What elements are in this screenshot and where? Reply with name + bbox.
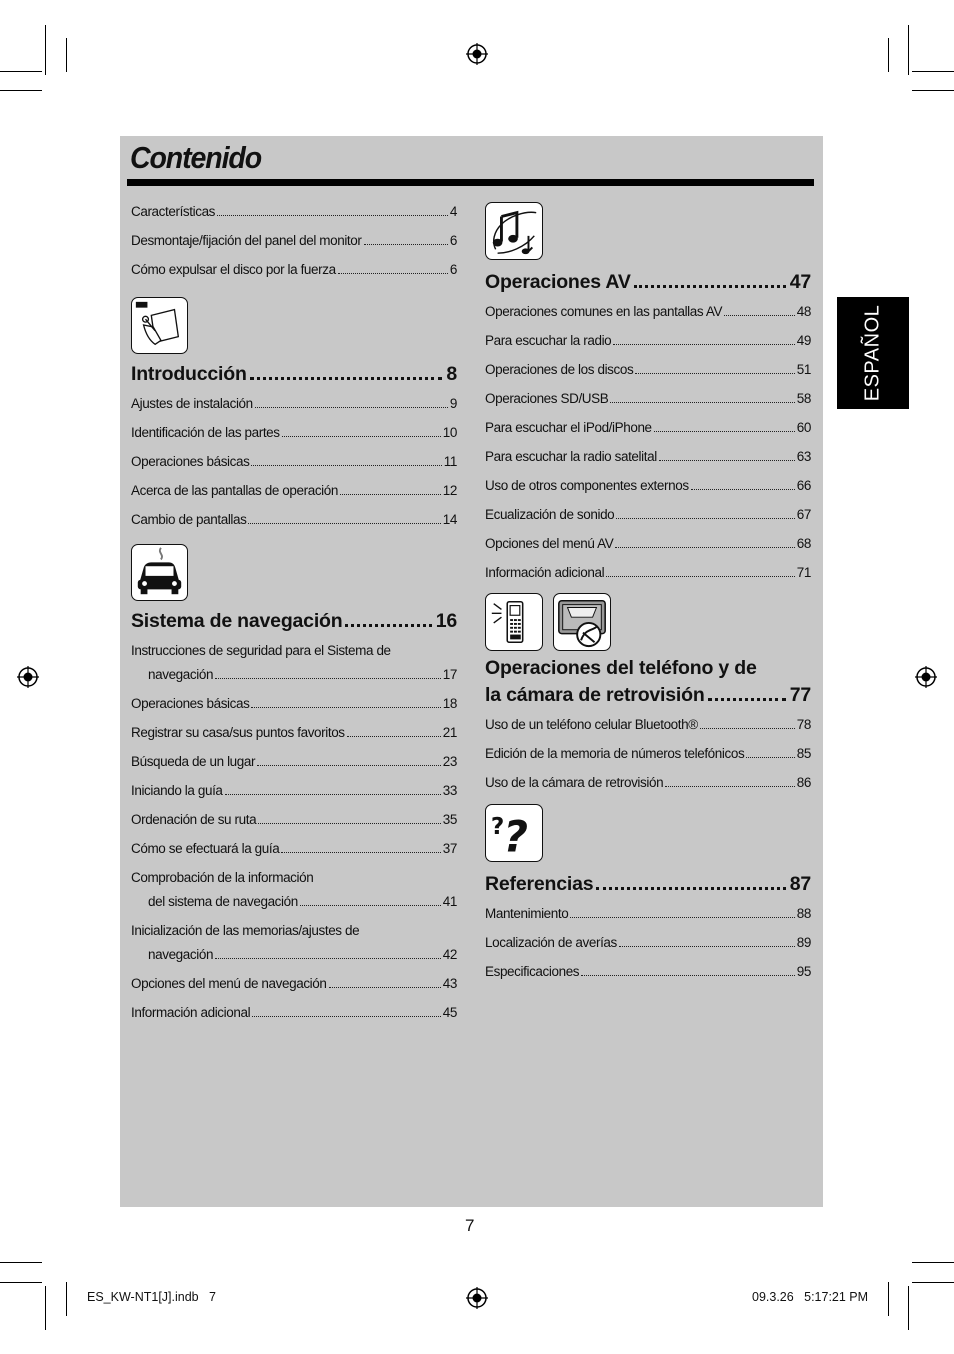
dot-leader — [215, 678, 441, 679]
toc-page-number: 51 — [796, 362, 811, 377]
page-title: Contenido — [130, 140, 262, 175]
dot-leader — [615, 547, 794, 548]
toc-entry[interactable] — [131, 837, 457, 866]
toc-page-number: 12 — [442, 483, 457, 498]
dot-leader — [570, 917, 794, 918]
toc-entry-label: Cómo expulsar el disco por la fuerza — [131, 262, 336, 277]
dot-leader — [347, 736, 441, 737]
toc-entry[interactable] — [131, 1001, 457, 1030]
toc-entry[interactable] — [485, 445, 811, 474]
toc-page-number: 48 — [796, 304, 811, 319]
section-title: Operaciones del teléfono y de — [485, 657, 757, 679]
toc-entry-label-continued: navegación — [148, 667, 214, 682]
toc-entry-label: Comprobación de la información — [131, 870, 314, 885]
dot-leader — [616, 518, 794, 519]
toc-left-column — [131, 200, 457, 1030]
toc-entry[interactable] — [485, 771, 811, 800]
toc-entry-label: Ajustes de instalación — [131, 396, 253, 411]
section-heading-introduccion[interactable] — [131, 361, 457, 388]
toc-entry[interactable] — [485, 503, 811, 532]
svg-text:?: ? — [503, 813, 529, 861]
toc-entry[interactable] — [131, 392, 457, 421]
crop-mark — [45, 1286, 46, 1330]
svg-text:?: ? — [490, 812, 505, 840]
dot-leader — [282, 436, 441, 437]
toc-entry-label: Uso de la cámara de retrovisión — [485, 775, 664, 790]
dot-leader — [248, 523, 440, 524]
toc-entry[interactable] — [485, 358, 811, 387]
registration-mark-icon — [915, 666, 937, 688]
section-title-continued: la cámara de retrovisión — [485, 684, 705, 706]
toc-entry[interactable] — [131, 508, 457, 537]
toc-page-number: 10 — [442, 425, 457, 440]
section-heading-referencias[interactable] — [485, 871, 811, 898]
toc-entry-label: Registrar su casa/sus puntos favoritos — [131, 725, 345, 740]
toc-entry[interactable] — [485, 931, 811, 960]
crop-mark — [0, 90, 42, 91]
dot-leader — [708, 698, 786, 701]
dot-leader — [217, 215, 448, 216]
toc-page-number: 85 — [796, 746, 811, 761]
dot-leader — [700, 728, 795, 729]
crop-mark — [45, 25, 46, 75]
crop-mark — [908, 1286, 909, 1330]
toc-entry-label: Desmontaje/fijación del panel del monitor — [131, 233, 362, 248]
dot-leader — [665, 786, 795, 787]
toc-page-number: 78 — [796, 717, 811, 732]
toc-entry-label: Búsqueda de un lugar — [131, 754, 256, 769]
toc-entry-label: Operaciones básicas — [131, 696, 250, 711]
toc-entry[interactable] — [485, 474, 811, 503]
toc-page-number: 88 — [796, 906, 811, 921]
crop-mark — [908, 25, 909, 75]
toc-page-number: 21 — [442, 725, 457, 740]
toc-entry-label: Cambio de pantallas — [131, 512, 247, 527]
registration-mark-icon — [466, 43, 488, 65]
language-tab — [837, 297, 909, 409]
toc-page-number: 89 — [796, 935, 811, 950]
toc-page-number: 45 — [442, 1005, 457, 1020]
toc-page-number: 60 — [796, 420, 811, 435]
toc-page-number: 11 — [443, 454, 457, 469]
toc-entry-label: Uso de un teléfono celular Bluetooth® — [485, 717, 698, 732]
toc-entry-label: Operaciones comunes en las pantallas AV — [485, 304, 723, 319]
dot-leader — [258, 823, 441, 824]
toc-entry[interactable] — [485, 387, 811, 416]
toc-entry[interactable] — [131, 808, 457, 837]
toc-entry-label: Ordenación de su ruta — [131, 812, 257, 827]
toc-entry[interactable] — [131, 200, 457, 229]
registration-mark-icon — [466, 1287, 488, 1309]
phone-camera-icons — [485, 593, 811, 651]
section-title: Operaciones AV — [485, 271, 631, 293]
toc-entry[interactable] — [485, 960, 811, 989]
dot-leader — [329, 987, 441, 988]
toc-page-number: 71 — [796, 565, 811, 580]
toc-page-number: 9 — [449, 396, 457, 411]
toc-page-number: 6 — [449, 262, 457, 277]
toc-entry[interactable] — [131, 258, 457, 287]
toc-entry-label: Acerca de las pantallas de operación — [131, 483, 338, 498]
dot-leader — [654, 431, 795, 432]
toc-page-number: 33 — [442, 783, 457, 798]
manual-hand-icon — [131, 297, 188, 354]
crop-mark — [0, 1282, 42, 1283]
crop-mark — [888, 1282, 889, 1316]
toc-page-number: 49 — [796, 333, 811, 348]
section-heading-navegacion[interactable] — [131, 608, 457, 635]
toc-entry-label: Localización de averías — [485, 935, 617, 950]
toc-entry-label: Identificación de las partes — [131, 425, 280, 440]
crop-mark — [0, 71, 42, 72]
toc-entry[interactable] — [131, 750, 457, 779]
toc-entry[interactable] — [485, 300, 811, 329]
dot-leader — [581, 975, 795, 976]
toc-entry-label-continued: navegación — [148, 947, 214, 962]
toc-page-number: 18 — [442, 696, 457, 711]
toc-entry-label: Para escuchar la radio — [485, 333, 612, 348]
footer-timestamp: 09.3.26 5:17:21 PM — [752, 1290, 869, 1304]
crop-mark — [912, 71, 954, 72]
toc-page-number: 42 — [442, 947, 457, 962]
toc-entry-label: Información adicional — [485, 565, 605, 580]
toc-entry-label: Inicialización de las memorias/ajustes de — [131, 923, 360, 938]
toc-entry[interactable] — [485, 902, 811, 931]
toc-entry-label: Especificaciones — [485, 964, 580, 979]
section-title: Sistema de navegación — [131, 610, 343, 632]
dot-leader — [252, 1016, 441, 1017]
toc-page-number: 58 — [796, 391, 811, 406]
toc-entry[interactable] — [131, 229, 457, 258]
dot-leader — [281, 852, 440, 853]
footer-file-info: ES_KW-NT1[J].indb 7 — [87, 1290, 216, 1304]
toc-entry-label: Para escuchar la radio satelital — [485, 449, 657, 464]
dot-leader — [300, 905, 441, 906]
music-notes-icon — [485, 202, 543, 260]
crop-mark — [912, 1282, 954, 1283]
toc-page-number: 63 — [796, 449, 811, 464]
dot-leader — [251, 707, 440, 708]
toc-entry[interactable] — [485, 561, 811, 590]
toc-entry-label: Edición de la memoria de números telefónicos — [485, 746, 745, 761]
toc-page-number: 68 — [796, 536, 811, 551]
dot-leader — [610, 402, 794, 403]
toc-entry-label-continued: del sistema de navegación — [148, 894, 298, 909]
toc-entry-label: Uso de otros componentes externos — [485, 478, 689, 493]
toc-page-number: 6 — [449, 233, 457, 248]
crop-mark — [0, 1262, 42, 1263]
toc-page-number: 86 — [796, 775, 811, 790]
section-title: Referencias — [485, 873, 594, 895]
mobile-phone-icon — [485, 593, 543, 651]
section-title: Introducción — [131, 363, 247, 385]
question-marks-icon — [485, 804, 543, 862]
toc-entry[interactable] — [131, 639, 457, 687]
dot-leader — [619, 946, 795, 947]
toc-entry[interactable] — [131, 721, 457, 750]
dot-leader — [225, 794, 441, 795]
car-navigation-icon — [131, 544, 188, 601]
dot-leader — [338, 273, 448, 274]
section-page-number: 87 — [789, 873, 811, 895]
section-heading-av[interactable] — [485, 269, 811, 296]
crop-mark — [912, 1262, 954, 1263]
dot-leader — [724, 315, 795, 316]
registration-mark-icon — [17, 666, 39, 688]
dot-leader — [746, 757, 794, 758]
crop-mark — [66, 38, 67, 72]
toc-entry[interactable] — [131, 421, 457, 450]
toc-entry-label: Información adicional — [131, 1005, 251, 1020]
toc-entry[interactable] — [131, 450, 457, 479]
dot-leader — [215, 958, 441, 959]
toc-page-number: 66 — [796, 478, 811, 493]
dot-leader — [345, 624, 431, 627]
dot-leader — [250, 377, 443, 380]
toc-entry[interactable] — [131, 866, 457, 914]
toc-entry-label: Opciones del menú AV — [485, 536, 614, 551]
dot-leader — [257, 765, 441, 766]
dot-leader — [364, 244, 448, 245]
toc-page-number: 37 — [442, 841, 457, 856]
toc-page-number: 67 — [796, 507, 811, 522]
toc-entry-label: Opciones del menú de navegación — [131, 976, 327, 991]
dot-leader — [634, 285, 786, 288]
crop-mark — [912, 90, 954, 91]
toc-entry[interactable] — [131, 692, 457, 721]
dot-leader — [613, 344, 795, 345]
toc-entry[interactable] — [485, 742, 811, 771]
rear-camera-icon — [553, 593, 611, 651]
toc-right-column — [485, 200, 811, 989]
section-page-number: 8 — [446, 363, 457, 385]
toc-entry-label: Para escuchar el iPod/iPhone — [485, 420, 652, 435]
toc-entry[interactable] — [485, 713, 811, 742]
dot-leader — [251, 465, 441, 466]
section-heading-telefono[interactable] — [485, 655, 811, 709]
dot-leader — [691, 489, 795, 490]
dot-leader — [659, 460, 795, 461]
dot-leader — [255, 407, 448, 408]
toc-entry[interactable] — [131, 479, 457, 508]
toc-entry-label: Iniciando la guía — [131, 783, 223, 798]
toc-entry-label: Operaciones SD/USB — [485, 391, 609, 406]
toc-entry-label: Instrucciones de seguridad para el Sistema de — [131, 643, 391, 658]
section-page-number: 77 — [789, 684, 811, 706]
toc-page-number: 23 — [442, 754, 457, 769]
toc-entry[interactable] — [485, 532, 811, 561]
section-page-number: 16 — [435, 610, 457, 632]
dot-leader — [596, 887, 785, 890]
toc-entry[interactable] — [485, 329, 811, 358]
section-page-number: 47 — [789, 271, 811, 293]
language-tab-label: ESPAÑOL — [861, 304, 884, 402]
toc-entry[interactable] — [131, 919, 457, 967]
toc-page-number: 17 — [442, 667, 457, 682]
toc-page-number: 14 — [442, 512, 457, 527]
toc-entry[interactable] — [131, 779, 457, 808]
dot-leader — [606, 576, 795, 577]
toc-page-number: 4 — [449, 204, 457, 219]
dot-leader — [340, 494, 441, 495]
toc-entry-label: Cómo se efectuará la guía — [131, 841, 280, 856]
title-rule — [127, 179, 814, 186]
toc-page-number: 35 — [442, 812, 457, 827]
toc-entry-label: Operaciones de los discos — [485, 362, 634, 377]
toc-page-number: 95 — [796, 964, 811, 979]
toc-entry[interactable] — [485, 416, 811, 445]
dot-leader — [635, 373, 794, 374]
crop-mark — [66, 1282, 67, 1316]
toc-page-number: 43 — [442, 976, 457, 991]
toc-entry-label: Operaciones básicas — [131, 454, 250, 469]
toc-page-number: 41 — [442, 894, 457, 909]
crop-mark — [888, 38, 889, 72]
page-number: 7 — [465, 1216, 475, 1235]
toc-entry[interactable] — [131, 972, 457, 1001]
toc-entry-label: Mantenimiento — [485, 906, 569, 921]
toc-entry-label: Ecualización de sonido — [485, 507, 615, 522]
toc-entry-label: Características — [131, 204, 216, 219]
